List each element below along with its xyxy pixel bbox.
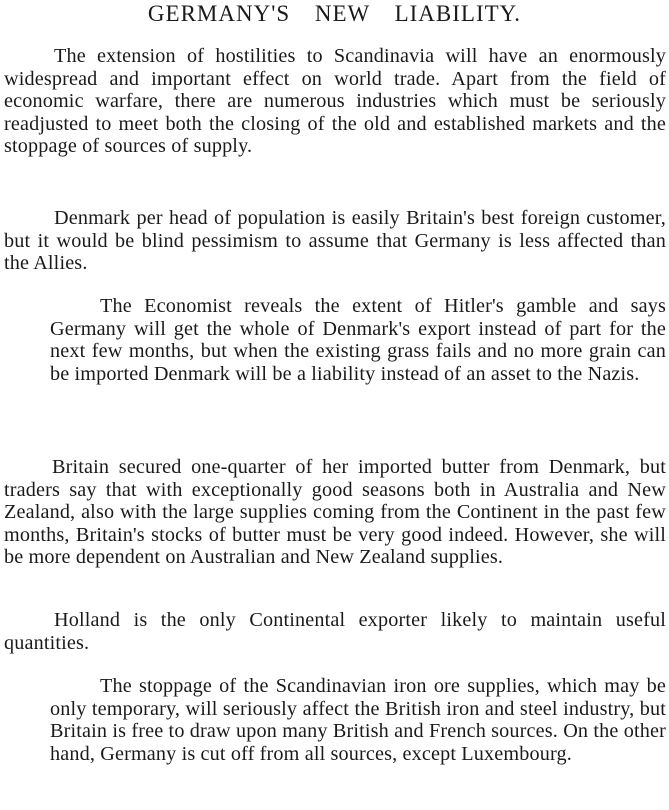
article-paragraph: The extension of hostilities to Scandinavia will have an enormously widespread and important effect on world trade. Apart from the field of economic warfare, there are numerous industries which must be seriously readjusted to meet both the closing of the old and established markets and the stoppage of sources of supply. — [4, 45, 666, 158]
article-paragraph: Holland is the only Continental exporter likely to maintain useful quantities. — [4, 609, 666, 654]
article-paragraph: Denmark per head of population is easily Britain's best foreign customer, but it would be blind pessimism to assume that Germany is less affected than the Allies. — [4, 207, 666, 275]
article-paragraph: Britain secured one-quarter of her imported butter from Denmark, but traders say that with exceptionally good seasons both in Australia and New Zealand, also with the large supplies coming from the Continent in the past few months, Britain's stocks of butter must be very good indeed. However, she will be more dependent on Australian and New Zealand supplies. — [4, 456, 666, 569]
article-headline: GERMANY'S NEW LIABILITY. — [147, 1, 522, 26]
article-paragraph: The Economist reveals the extent of Hitler's gamble and says Germany will get the whole of Denmark's export instead of part for the next few months, but when the existing grass fails and no more grain can be imported Denmark will be a liability instead of an asset to the Nazis. — [50, 295, 666, 385]
article-paragraph: The stoppage of the Scandinavian iron ore supplies, which may be only temporary, will seriously affect the British iron and steel industry, but Britain is free to draw upon many British and French sources. On the other hand, Germany is cut off from all sources, except Luxembourg. — [50, 675, 666, 765]
